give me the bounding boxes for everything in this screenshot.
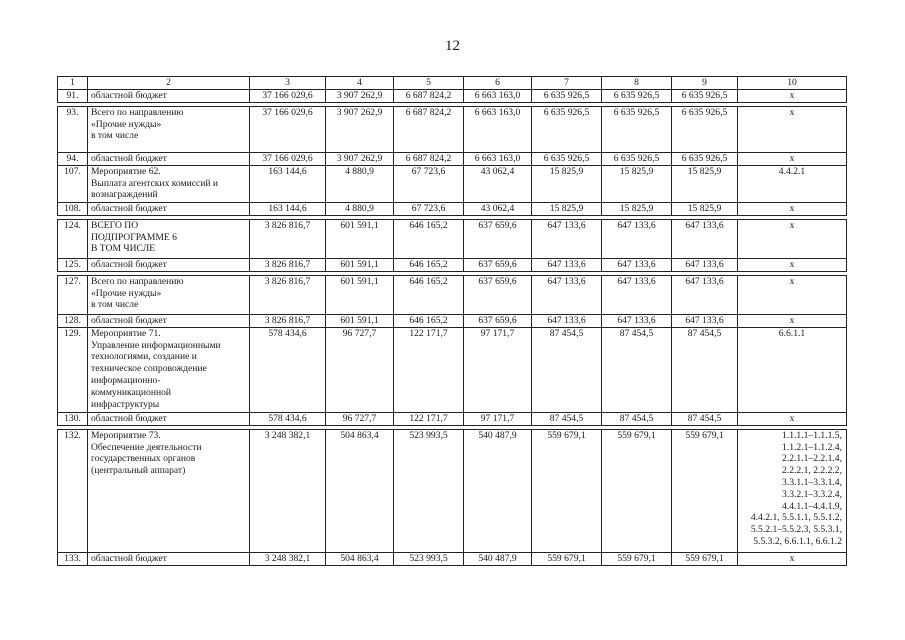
- code-line: 1.1.1.1–1.1.1.5,: [782, 429, 842, 441]
- value-cell-col5: 67 723,6: [394, 202, 464, 215]
- row-label-cell: [88, 202, 250, 215]
- row-number-cell: 93.: [58, 106, 88, 152]
- value-cell-col3: 3 826 816,7: [250, 219, 326, 258]
- value-cell-col5: 523 993,5: [394, 552, 464, 565]
- row-number-cell: 130.: [58, 412, 88, 425]
- header-cell: 9: [672, 77, 738, 90]
- code-cell: [738, 89, 847, 102]
- table-row: [58, 552, 847, 565]
- code-line: x: [789, 314, 795, 326]
- value-cell-col9: 559 679,1: [672, 429, 738, 552]
- value-cell-col3: 3 248 382,1: [250, 552, 326, 565]
- row-label-cell: [88, 165, 250, 202]
- value-cell-col7: 15 825,9: [532, 202, 602, 215]
- value-cell-col8: 559 679,1: [602, 429, 672, 552]
- code-line: 4.4.2.1: [778, 165, 806, 177]
- value-cell-col7: 87 454,5: [532, 412, 602, 425]
- row-label-cell: [88, 429, 250, 552]
- value-cell-col3: 3 826 816,7: [250, 314, 326, 327]
- value-cell-col5: 646 165,2: [394, 275, 464, 314]
- value-cell-col8: 647 133,6: [602, 219, 672, 258]
- row-label-line: областной бюджет: [91, 552, 167, 564]
- value-cell-col4: 601 591,1: [326, 258, 394, 271]
- value-cell-col9: 647 133,6: [672, 275, 738, 314]
- value-cell-col4: 504 863,4: [326, 552, 394, 565]
- code-cell: [738, 219, 847, 258]
- header-cell: 3: [250, 77, 326, 90]
- table-row: [58, 429, 847, 552]
- row-label-line: государственных органов: [91, 453, 196, 465]
- code-line: x: [789, 412, 795, 424]
- value-cell-col8: 647 133,6: [602, 258, 672, 271]
- value-cell-col9: 6 635 926,5: [672, 89, 738, 102]
- code-line: x: [789, 202, 795, 214]
- row-number-cell: 129.: [58, 327, 88, 412]
- row-label-cell: [88, 275, 250, 314]
- row-label-line: областной бюджет: [91, 89, 167, 101]
- header-cell: 2: [88, 77, 250, 90]
- row-label-cell: [88, 552, 250, 565]
- table-row: [58, 106, 847, 152]
- value-cell-col3: 578 434,6: [250, 327, 326, 412]
- table-row: [58, 219, 847, 258]
- code-cell: [738, 258, 847, 271]
- value-cell-col8: 87 454,5: [602, 327, 672, 412]
- value-cell-col3: 578 434,6: [250, 412, 326, 425]
- value-cell-col6: 540 487,9: [464, 552, 532, 565]
- page-number: 12: [445, 38, 460, 54]
- value-cell-col7: 15 825,9: [532, 165, 602, 202]
- value-cell-col9: 559 679,1: [672, 552, 738, 565]
- value-cell-col6: 637 659,6: [464, 258, 532, 271]
- value-cell-col9: 87 454,5: [672, 327, 738, 412]
- table-row: [58, 275, 847, 314]
- value-cell-col8: 559 679,1: [602, 552, 672, 565]
- value-cell-col7: 559 679,1: [532, 552, 602, 565]
- code-line: 2.2.1.1–2.2.1.4,: [782, 453, 842, 465]
- table-row: [58, 412, 847, 425]
- value-cell-col7: 647 133,6: [532, 314, 602, 327]
- value-cell-col3: 3 826 816,7: [250, 258, 326, 271]
- code-line: x: [789, 552, 795, 564]
- value-cell-col4: 601 591,1: [326, 219, 394, 258]
- budget-table: [57, 76, 847, 566]
- value-cell-col6: 637 659,6: [464, 219, 532, 258]
- value-cell-col7: 647 133,6: [532, 219, 602, 258]
- value-cell-col5: 646 165,2: [394, 258, 464, 271]
- code-cell: [738, 552, 847, 565]
- value-cell-col3: 37 166 029,6: [250, 89, 326, 102]
- value-cell-col8: 6 635 926,5: [602, 106, 672, 152]
- value-cell-col8: 87 454,5: [602, 412, 672, 425]
- row-label-line: Всего по направлению: [91, 275, 184, 287]
- code-line: x: [789, 275, 795, 287]
- value-cell-col9: 647 133,6: [672, 314, 738, 327]
- code-cell: [738, 106, 847, 152]
- table-row: [58, 202, 847, 215]
- value-cell-col5: 6 687 824,2: [394, 152, 464, 165]
- table-body: [58, 77, 847, 566]
- value-cell-col6: 97 171,7: [464, 412, 532, 425]
- value-cell-col4: 3 907 262,9: [326, 106, 394, 152]
- code-cell: [738, 412, 847, 425]
- value-cell-col6: 43 062,4: [464, 165, 532, 202]
- value-cell-col4: 601 591,1: [326, 275, 394, 314]
- code-line: 3.3.2.1–3.3.2.4,: [782, 488, 842, 500]
- row-label-cell: [88, 314, 250, 327]
- table-row: [58, 314, 847, 327]
- row-number-cell: 94.: [58, 152, 88, 165]
- code-line: 6.6.1.1: [778, 327, 806, 339]
- row-label-line: Обеспечение деятельности: [91, 441, 202, 453]
- row-label-cell: [88, 327, 250, 412]
- row-number-cell: 107.: [58, 165, 88, 202]
- row-label-cell: [88, 412, 250, 425]
- row-label-cell: [88, 258, 250, 271]
- value-cell-col4: 4 880,9: [326, 202, 394, 215]
- code-cell: [738, 429, 847, 552]
- row-label-line: технологиями, создание и: [91, 351, 197, 363]
- code-line: x: [789, 89, 795, 101]
- row-label-line: вознаграждений: [91, 189, 158, 201]
- row-label-line: В ТОМ ЧИСЛЕ: [91, 243, 156, 255]
- row-label-line: в том числе: [91, 299, 139, 311]
- table-row: [58, 89, 847, 102]
- row-number-cell: 128.: [58, 314, 88, 327]
- code-cell: [738, 202, 847, 215]
- code-line: x: [789, 219, 795, 231]
- value-cell-col6: 6 663 163,0: [464, 152, 532, 165]
- row-label-line: в том числе: [91, 130, 139, 142]
- code-line: x: [789, 106, 795, 118]
- row-label-line: Мероприятие 73.: [91, 429, 161, 441]
- code-line: 5.5.3.2, 6.6.1.1, 6.6.1.2: [753, 535, 842, 547]
- code-line: 5.5.2.1–5.5.2.3, 5.5.3.1,: [750, 524, 842, 536]
- value-cell-col8: 15 825,9: [602, 165, 672, 202]
- row-number-cell: 125.: [58, 258, 88, 271]
- row-label-line: областной бюджет: [91, 202, 167, 214]
- value-cell-col6: 637 659,6: [464, 275, 532, 314]
- value-cell-col6: 97 171,7: [464, 327, 532, 412]
- row-number-cell: 127.: [58, 275, 88, 314]
- row-label-line: Выплата агентских комиссий и: [91, 177, 219, 189]
- value-cell-col3: 37 166 029,6: [250, 106, 326, 152]
- code-cell: [738, 327, 847, 412]
- value-cell-col6: 6 663 163,0: [464, 106, 532, 152]
- row-label-line: Мероприятие 71.: [91, 327, 161, 339]
- row-label-line: (центральный аппарат): [91, 465, 186, 477]
- row-label-line: техническое сопровождение: [91, 363, 207, 375]
- value-cell-col4: 96 727,7: [326, 327, 394, 412]
- value-cell-col8: 647 133,6: [602, 314, 672, 327]
- code-line: 4.4.2.1, 5.5.1.1, 5.5.1.2,: [750, 512, 842, 524]
- row-label-line: инфраструктуры: [91, 398, 160, 410]
- header-cell: 4: [326, 77, 394, 90]
- row-label-line: областной бюджет: [91, 314, 167, 326]
- value-cell-col5: 6 687 824,2: [394, 89, 464, 102]
- row-label-line: ПОДПРОГРАММЕ 6: [91, 231, 177, 243]
- value-cell-col9: 6 635 926,5: [672, 106, 738, 152]
- value-cell-col9: 647 133,6: [672, 219, 738, 258]
- value-cell-col7: 6 635 926,5: [532, 106, 602, 152]
- value-cell-col8: 6 635 926,5: [602, 152, 672, 165]
- value-cell-col7: 559 679,1: [532, 429, 602, 552]
- row-label-line: областной бюджет: [91, 412, 167, 424]
- value-cell-col5: 646 165,2: [394, 219, 464, 258]
- header-cell: 1: [58, 77, 88, 90]
- table-row: [58, 258, 847, 271]
- code-line: 2.2.2.1, 2.2.2.2,: [782, 465, 842, 477]
- value-cell-col3: 3 826 816,7: [250, 275, 326, 314]
- row-number-cell: 91.: [58, 89, 88, 102]
- table-row: [58, 327, 847, 412]
- value-cell-col4: 4 880,9: [326, 165, 394, 202]
- value-cell-col9: 87 454,5: [672, 412, 738, 425]
- code-line: 4.4.1.1–4.4.1.9,: [782, 500, 842, 512]
- value-cell-col7: 6 635 926,5: [532, 89, 602, 102]
- value-cell-col3: 163 144,6: [250, 202, 326, 215]
- row-label-cell: [88, 219, 250, 258]
- value-cell-col6: 637 659,6: [464, 314, 532, 327]
- table-row: [58, 152, 847, 165]
- value-cell-col8: 6 635 926,5: [602, 89, 672, 102]
- value-cell-col6: 43 062,4: [464, 202, 532, 215]
- row-number-cell: 132.: [58, 429, 88, 552]
- row-label-cell: [88, 89, 250, 102]
- code-cell: [738, 314, 847, 327]
- row-number-cell: 108.: [58, 202, 88, 215]
- value-cell-col6: 540 487,9: [464, 429, 532, 552]
- row-number-cell: 124.: [58, 219, 88, 258]
- value-cell-col4: 3 907 262,9: [326, 152, 394, 165]
- row-label-line: Мероприятие 62.: [91, 165, 161, 177]
- value-cell-col5: 646 165,2: [394, 314, 464, 327]
- row-number-cell: 133.: [58, 552, 88, 565]
- value-cell-col7: 647 133,6: [532, 258, 602, 271]
- header-cell: 7: [532, 77, 602, 90]
- row-label-line: ВСЕГО ПО: [91, 219, 139, 231]
- row-label-line: Всего по направлению: [91, 106, 184, 118]
- header-row: [58, 77, 847, 90]
- row-label-cell: [88, 152, 250, 165]
- row-label-line: коммуникационной: [91, 386, 172, 398]
- header-cell: 6: [464, 77, 532, 90]
- value-cell-col4: 504 863,4: [326, 429, 394, 552]
- value-cell-col4: 601 591,1: [326, 314, 394, 327]
- value-cell-col9: 15 825,9: [672, 165, 738, 202]
- value-cell-col4: 96 727,7: [326, 412, 394, 425]
- value-cell-col4: 3 907 262,9: [326, 89, 394, 102]
- value-cell-col3: 3 248 382,1: [250, 429, 326, 552]
- header-cell: 5: [394, 77, 464, 90]
- value-cell-col5: 67 723,6: [394, 165, 464, 202]
- value-cell-col9: 647 133,6: [672, 258, 738, 271]
- code-line: x: [789, 152, 795, 164]
- code-line: x: [789, 258, 795, 270]
- value-cell-col5: 122 171,7: [394, 327, 464, 412]
- value-cell-col8: 647 133,6: [602, 275, 672, 314]
- value-cell-col8: 15 825,9: [602, 202, 672, 215]
- code-line: 1.1.2.1–1.1.2.4,: [782, 441, 842, 453]
- row-label-line: областной бюджет: [91, 258, 167, 270]
- header-cell: 8: [602, 77, 672, 90]
- code-cell: [738, 275, 847, 314]
- value-cell-col7: 87 454,5: [532, 327, 602, 412]
- value-cell-col7: 647 133,6: [532, 275, 602, 314]
- value-cell-col7: 6 635 926,5: [532, 152, 602, 165]
- code-cell: [738, 165, 847, 202]
- row-label-line: Управление информационными: [91, 339, 221, 351]
- row-label-line: областной бюджет: [91, 152, 167, 164]
- value-cell-col6: 6 663 163,0: [464, 89, 532, 102]
- value-cell-col3: 163 144,6: [250, 165, 326, 202]
- value-cell-col9: 6 635 926,5: [672, 152, 738, 165]
- row-label-cell: [88, 106, 250, 152]
- value-cell-col5: 6 687 824,2: [394, 106, 464, 152]
- header-cell: 10: [738, 77, 847, 90]
- table-row: [58, 165, 847, 202]
- row-label-line: «Прочие нужды»: [91, 287, 162, 299]
- value-cell-col5: 523 993,5: [394, 429, 464, 552]
- value-cell-col9: 15 825,9: [672, 202, 738, 215]
- value-cell-col3: 37 166 029,6: [250, 152, 326, 165]
- value-cell-col5: 122 171,7: [394, 412, 464, 425]
- row-label-line: информационно-: [91, 374, 161, 386]
- code-line: 3.3.1.1–3.3.1.4,: [782, 476, 842, 488]
- code-cell: [738, 152, 847, 165]
- row-label-line: «Прочие нужды»: [91, 118, 162, 130]
